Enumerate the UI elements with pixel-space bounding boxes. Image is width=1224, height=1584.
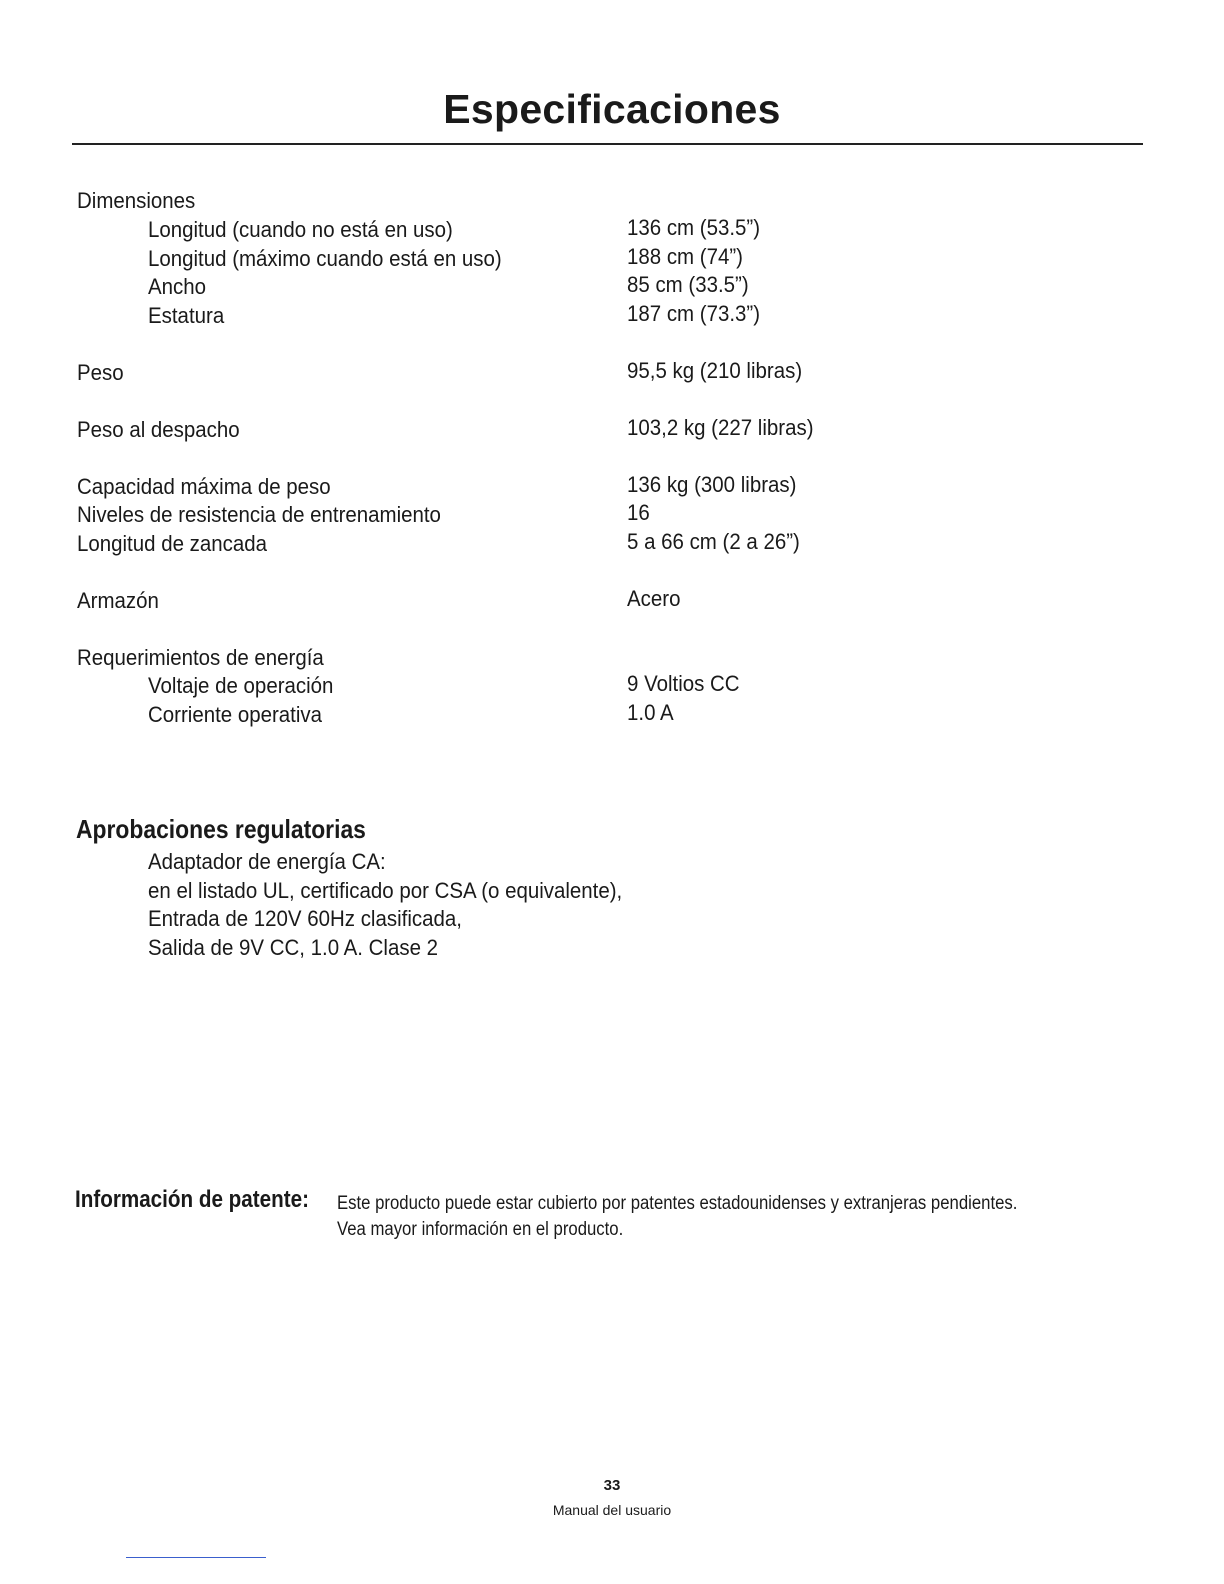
spec-value: 136 kg (300 libras) (627, 472, 797, 497)
approval-line: Adaptador de energía CA: (148, 849, 386, 874)
spec-row-corriente (0, 700, 1224, 730)
spec-row-peso (0, 358, 1224, 388)
spec-label: Voltaje de operación (148, 673, 334, 698)
spec-label: Niveles de resistencia de entrenamiento (77, 502, 441, 527)
spec-row-niveles (0, 500, 1224, 530)
spec-value: 188 cm (74”) (627, 244, 743, 269)
spec-row-capacidad (0, 472, 1224, 502)
spec-label: Ancho (148, 274, 207, 299)
spec-row-ancho (0, 272, 1224, 302)
spec-label: Armazón (77, 588, 159, 613)
approval-line: en el listado UL, certificado por CSA (o equivalente), (148, 878, 623, 903)
patent-label: Información de patente: (75, 1186, 309, 1213)
spec-label: Dimensiones (77, 188, 196, 213)
spec-label: Estatura (148, 303, 225, 328)
title-divider (72, 143, 1143, 145)
footer-manual-label: Manual del usuario (552, 1502, 672, 1518)
spec-label: Longitud (máximo cuando está en uso) (148, 246, 502, 271)
spec-value: 1.0 A (627, 700, 674, 725)
spec-label: Corriente operativa (148, 702, 323, 727)
patent-text: Este producto puede estar cubierto por patentes estadounidenses y extranjeras pendientes. (337, 1193, 1018, 1214)
spec-label: Requerimientos de energía (77, 645, 324, 670)
spec-row-longitud-max (0, 244, 1224, 274)
footer-link-underline (126, 1557, 266, 1558)
spec-row-longitud-no-uso (0, 215, 1224, 245)
approval-line: Entrada de 120V 60Hz clasificada, (148, 906, 462, 931)
spec-label: Peso (77, 360, 124, 385)
spec-value: 9 Voltios CC (627, 671, 740, 696)
spec-row-voltaje (0, 671, 1224, 701)
page-title: Especificaciones (443, 86, 781, 132)
spec-row-requerimientos (0, 643, 1224, 673)
spec-value: Acero (627, 586, 681, 611)
spec-value: 136 cm (53.5”) (627, 215, 761, 240)
spec-value: 95,5 kg (210 libras) (627, 358, 803, 383)
spec-row-peso-despacho (0, 415, 1224, 445)
approval-line: Salida de 9V CC, 1.0 A. Clase 2 (148, 935, 439, 960)
spec-row-dimensiones (0, 186, 1224, 216)
spec-value: 16 (627, 500, 650, 525)
approvals-heading: Aprobaciones regulatorias (76, 814, 366, 844)
patent-text: Vea mayor información en el producto. (337, 1219, 624, 1240)
spec-value: 187 cm (73.3”) (627, 301, 761, 326)
spec-label: Longitud (cuando no está en uso) (148, 217, 453, 242)
spec-value: 5 a 66 cm (2 a 26”) (627, 529, 800, 554)
spec-label: Capacidad máxima de peso (77, 474, 331, 499)
spec-value: 85 cm (33.5”) (627, 272, 749, 297)
spec-label: Longitud de zancada (77, 531, 267, 556)
spec-label: Peso al despacho (77, 417, 240, 442)
spec-row-estatura (0, 301, 1224, 331)
spec-value: 103,2 kg (227 libras) (627, 415, 814, 440)
spec-row-zancada (0, 529, 1224, 559)
page-number: 33 (603, 1477, 621, 1494)
spec-row-armazon (0, 586, 1224, 616)
